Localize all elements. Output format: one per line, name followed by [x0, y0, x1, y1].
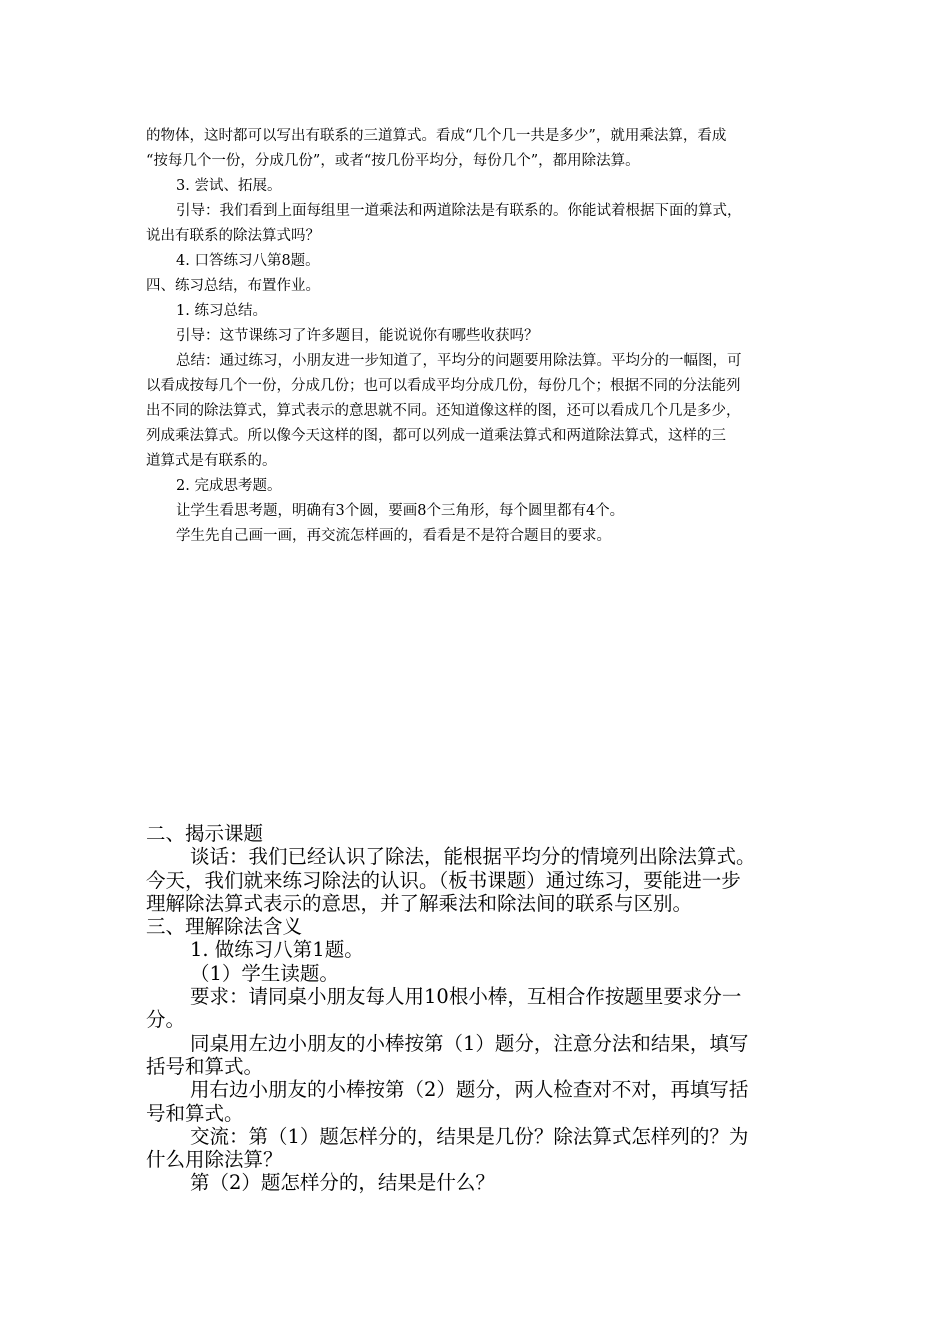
text-line: 今天，我们就来练习除法的认识。（板书课题）通过练习，要能进一步 — [146, 868, 741, 892]
text-line: 号和算式。 — [146, 1101, 244, 1125]
text-line: 谈话：我们已经认识了除法，能根据平均分的情境列出除法算式。 — [190, 845, 756, 869]
text-line: “按每几个一份，分成几份”，或者“按几份平均分，每份几个”，都用除法算。 — [146, 153, 640, 169]
text-line: 道算式是有联系的。 — [146, 453, 277, 469]
lesson-plan-body — [146, 822, 818, 1195]
section-heading: 四、练习总结，布置作业。 — [146, 278, 320, 294]
text-line: 引导：我们看到上面每组里一道乘法和两道除法是有联系的。你能试着根据下面的算式， — [176, 203, 742, 219]
text-line: 交流：第（1）题怎样分的，结果是几份？除法算式怎样列的？为 — [190, 1124, 749, 1148]
text-line: 要求：请同桌小朋友每人用10根小棒，互相合作按题里要求分一 — [190, 985, 742, 1009]
text-line: 什么用除法算？ — [146, 1148, 283, 1172]
step-heading: 1. 练习总结。 — [176, 303, 267, 319]
text-line: 理解除法算式表示的意思，并了解乘法和除法间的联系与区别。 — [146, 891, 693, 915]
lesson-plan-continuation — [146, 124, 818, 549]
text-line: 第（2）题怎样分的，结果是什么？ — [190, 1171, 495, 1195]
text-line: 出不同的除法算式，算式表示的意思就不同。还知道像这样的图，还可以看成几个几是多少， — [146, 403, 741, 419]
text-line: 同桌用左边小朋友的小棒按第（1）题分，注意分法和结果，填写 — [190, 1031, 749, 1055]
text-line: 用右边小朋友的小棒按第（2）题分，两人检查对不对，再填写括 — [190, 1078, 749, 1102]
text-line: 的物体，这时都可以写出有联系的三道算式。看成“几个几一共是多少”，就用乘法算，看成 — [146, 128, 727, 144]
text-line: 让学生看思考题，明确有3个圆，要画8个三角形，每个圆里都有4个。 — [176, 503, 625, 519]
text-line: 以看成按每几个一份，分成几份；也可以看成平均分成几份，每份几个；根据不同的分法能列 — [146, 378, 741, 394]
text-line: 括号和算式。 — [146, 1054, 264, 1078]
text-line: （1）学生读题。 — [190, 961, 339, 985]
text-line: 学生先自己画一画，再交流怎样画的，看看是不是符合题目的要求。 — [176, 528, 611, 544]
step-heading: 4. 口答练习八第8题。 — [176, 253, 320, 269]
section-heading: 三、理解除法含义 — [146, 915, 303, 939]
text-line: 引导：这节课练习了许多题目，能说说你有哪些收获吗？ — [176, 328, 539, 344]
step-heading: 2. 完成思考题。 — [176, 478, 282, 494]
step-heading: 1. 做练习八第1题。 — [190, 938, 364, 962]
text-line: 说出有联系的除法算式吗？ — [146, 228, 320, 244]
step-heading: 3. 尝试、拓展。 — [176, 178, 282, 194]
text-line: 总结：通过练习，小朋友进一步知道了，平均分的问题要用除法算。平均分的一幅图，可 — [176, 353, 742, 369]
text-line: 分。 — [146, 1008, 186, 1032]
text-line: 列成乘法算式。所以像今天这样的图，都可以列成一道乘法算式和两道除法算式，这样的三 — [146, 428, 726, 444]
section-heading: 二、揭示课题 — [146, 822, 264, 845]
